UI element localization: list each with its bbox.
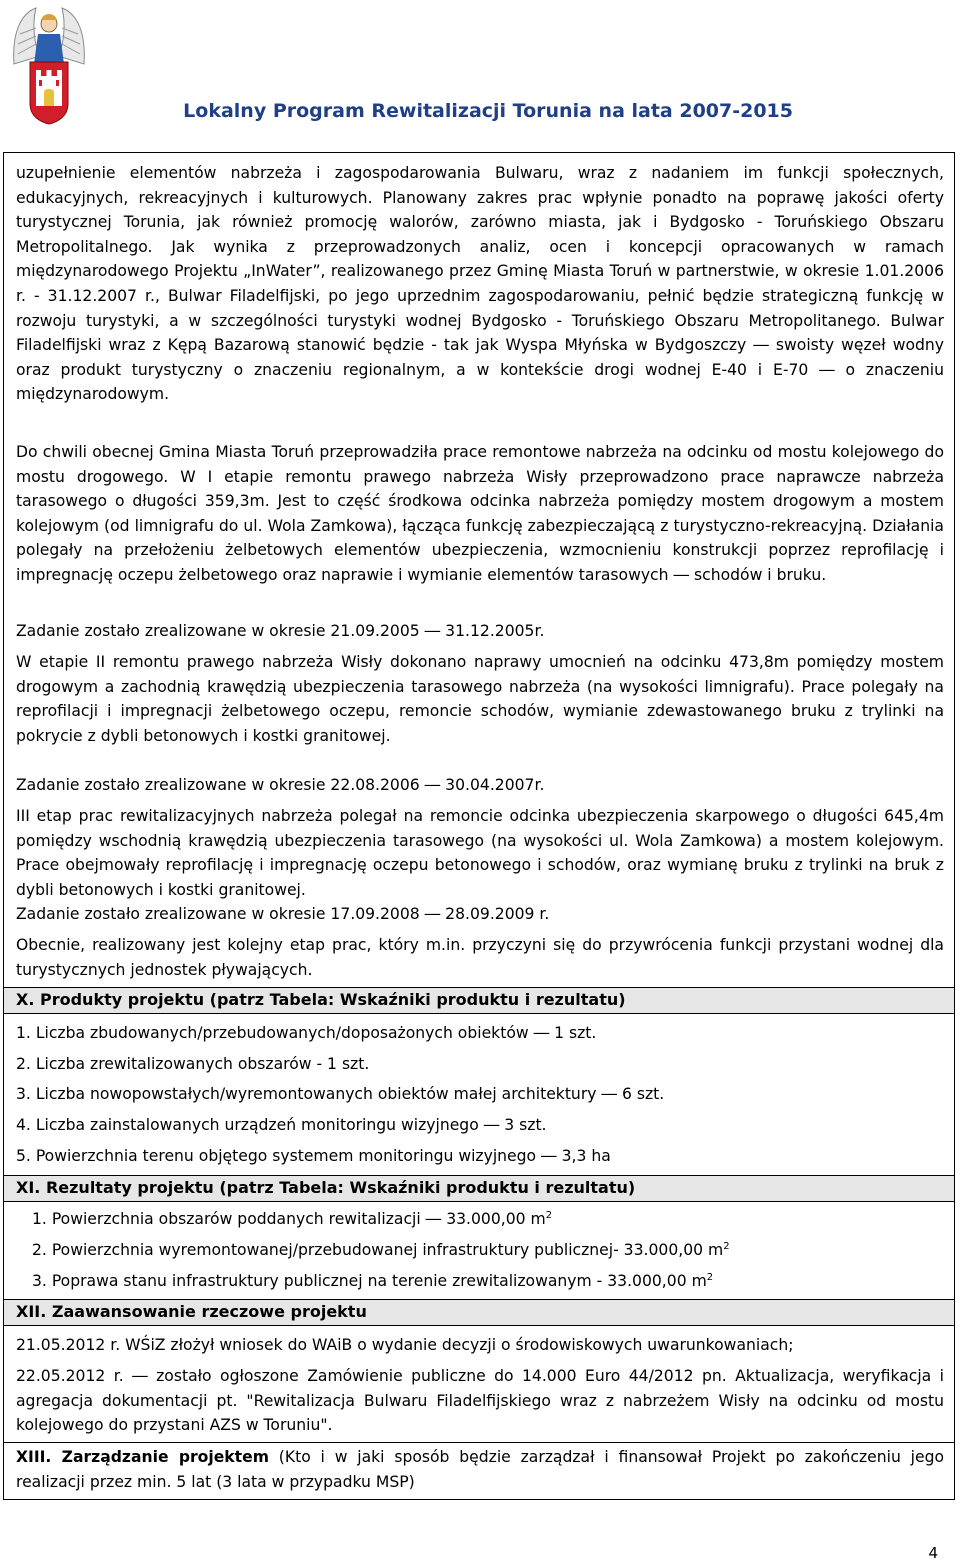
result-item-1-text: 1. Powierzchnia obszarów poddanych rewitalizacji ― 33.000,00 m	[32, 1210, 546, 1228]
superscript-2: 2	[545, 1209, 553, 1221]
result-item-2	[32, 1238, 730, 1263]
paragraph-bulwar-functions: uzupełnienie elementów nabrzeża i zagospodarowania Bulwaru, wraz z nadaniem im funkcji społecznych, edukacyjnych, rekreacyjnych i kulturowych. Planowany zakres prac wpłynie ponadto na poprawę jakości oferty turystycznej Torunia, jak również promocję walorów, zarówno miasta, jak i Bydgosko - Toruńskiego Obszaru Metropolitalnego. Jak wynika z przeprowadzonych analiz, ocen i koncepcji opracowanych w ramach międzynarodowego Projektu „InWater”, realizowanego przez Gminę Miasta Toruń w partnerstwie, w okresie 1.01.2006 r. - 31.12.2007 r., Bulwar Filadelfijski, po jego uprzednim zagospodarowaniu, pełnić będzie strategiczną funkcję w rozwoju turystyki, a w szczególności turystyki wodnej Bydgosko - Toruńskiego Obszaru Metropolitanego. Bulwar Filadelfijski wraz z Kępą Bazarową stanowić będzie - tak jak Wyspa Młyńska w Bydgoszczy ― swoisty węzeł wodny oraz produkt turystyczny o znaczeniu regionalnym, a w kontekście drogi wodnej E-40 i E-70 ― o znaczeniu międzynarodowym.	[16, 164, 944, 404]
section-xi-heading	[4, 1175, 954, 1202]
section-xiii-title: XIII. Zarządzanie projektem	[16, 1448, 269, 1466]
result-item-3	[32, 1269, 713, 1294]
stage-1-period: Zadanie zostało zrealizowane w okresie 21.09.2005 ― 31.12.2005r.	[16, 622, 545, 640]
superscript-2: 2	[706, 1271, 714, 1283]
paragraph-renovation-stage-1: Do chwili obecnej Gmina Miasta Toruń przeprowadziła prace remontowe nabrzeża na odcinku od mostu kolejowego do mostu drogowego. W I etapie remontu prawego nabrzeża Wisły przeprowadzono prace naprawcze nabrzeża tarasowego o długości 359,3m. Jest to część środkowa odcinka nabrzeża pomiędzy mostem drogowym a mostem kolejowym (od limnigrafu do ul. Wola Zamkowa), łącząca funkcję zabezpieczającą z turystyczno-rekreacyjną. Działania polegały na przełożeniu żelbetowych elementów ubezpieczenia, wzmocnieniu konstrukcji poprzez reprofilację i impregnację oczepu żelbetowego oraz naprawie i wymianie elementów tarasowych ― schodów i bruku.	[16, 443, 944, 584]
stage-2-period: Zadanie zostało zrealizowane w okresie 22.08.2006 ― 30.04.2007r.	[16, 776, 545, 794]
result-item-2-text: 2. Powierzchnia wyremontowanej/przebudowanej infrastruktury publicznej- 33.000,00 m	[32, 1241, 724, 1259]
paragraph-renovation-stage-3: III etap prac rewitalizacyjnych nabrzeża polegał na remoncie odcinka ubezpieczenia skarpowego o długości 645,4m pomiędzy wschodnią krawędzią ubezpieczenia tarasowego (na wysokości ul. Wola Zamkowa) a mostem kolejowym. Prace obejmowały reprofilację i impregnację oczepu betonowego i schodów, oraz wymianę bruku z trylinki na bruk z dybli betonowych i kostki granitowej.	[16, 807, 944, 899]
torun-coat-of-arms-icon	[10, 4, 88, 126]
section-xiii-description: (Kto i w jaki sposób będzie zarządzał i finansował Projekt po zakończeniu jego realizacji przez min. 5 lat (3 lata w przypadku MSP)	[16, 1448, 945, 1491]
section-x-heading	[4, 987, 954, 1014]
progress-entry-2: 22.05.2012 r. ― zostało ogłoszone Zamówienie publiczne do 14.000 Euro 44/2012 pn. Aktualizacja, weryfikacja i agregacja dokumentacji pt. "Rewitalizacja Bulwaru Filadelfijskiego wraz z nabrzeżem Wisły na odcinku od mostu kolejowego do przystani AZS w Toruniu".	[16, 1367, 944, 1435]
page-number: 4	[928, 1544, 938, 1562]
section-xiii-divider	[4, 1442, 954, 1443]
page-header	[0, 0, 960, 135]
superscript-2: 2	[723, 1240, 730, 1252]
product-item-1: 1. Liczba zbudowanych/przebudowanych/doposażonych obiektów ― 1 szt.	[16, 1024, 597, 1042]
section-xi-title: XI. Rezultaty projektu (patrz Tabela: Wskaźniki produktu i rezultatu)	[16, 1178, 636, 1197]
section-x-title: X. Produkty projektu (patrz Tabela: Wskaźniki produktu i rezultatu)	[16, 990, 626, 1009]
result-item-1	[32, 1207, 552, 1232]
document-title: Lokalny Program Rewitalizacji Torunia na lata 2007-2015	[183, 100, 793, 122]
paragraph-current-stage: Obecnie, realizowany jest kolejny etap prac, który m.in. przyczyni się do przywrócenia funkcji przystani wodnej dla turystycznych jednostek pływających.	[16, 936, 944, 979]
progress-entry-1: 21.05.2012 r. WŚiZ złożył wniosek do WAiB o wydanie decyzji o środowiskowych uwarunkowaniach;	[16, 1336, 794, 1354]
section-xii-heading	[4, 1299, 954, 1326]
section-xii-title: XII. Zaawansowanie rzeczowe projektu	[16, 1302, 367, 1321]
product-item-4: 4. Liczba zainstalowanych urządzeń monitoringu wizyjnego ― 3 szt.	[16, 1116, 547, 1134]
product-item-5: 5. Powierzchnia terenu objętego systemem monitoringu wizyjnego ― 3,3 ha	[16, 1147, 611, 1165]
section-xiii-heading	[16, 1445, 944, 1494]
stage-3-period: Zadanie zostało zrealizowane w okresie 17.09.2008 ― 28.09.2009 r.	[16, 905, 550, 923]
paragraph-renovation-stage-2: W etapie II remontu prawego nabrzeża Wisły dokonano naprawy umocnień na odcinku 473,8m pomiędzy mostem drogowym a zachodnią krawędzią ubezpieczenia tarasowego nabrzeża (na wysokości limnigrafu). Prace polegały na reprofilacji i impregnacji żelbetowego oczepu, remoncie schodów, wymianie zdewastowanego bruku z trylinki na pokrycie z dybli betonowych i kostki granitowej.	[16, 653, 944, 745]
result-item-3-text: 3. Poprawa stanu infrastruktury publicznej na terenie zrewitalizowanym - 33.000,00 m	[32, 1272, 707, 1290]
product-item-3: 3. Liczba nowopowstałych/wyremontowanych obiektów małej architektury ― 6 szt.	[16, 1085, 665, 1103]
product-item-2: 2. Liczba zrewitalizowanych obszarów - 1 szt.	[16, 1055, 370, 1073]
